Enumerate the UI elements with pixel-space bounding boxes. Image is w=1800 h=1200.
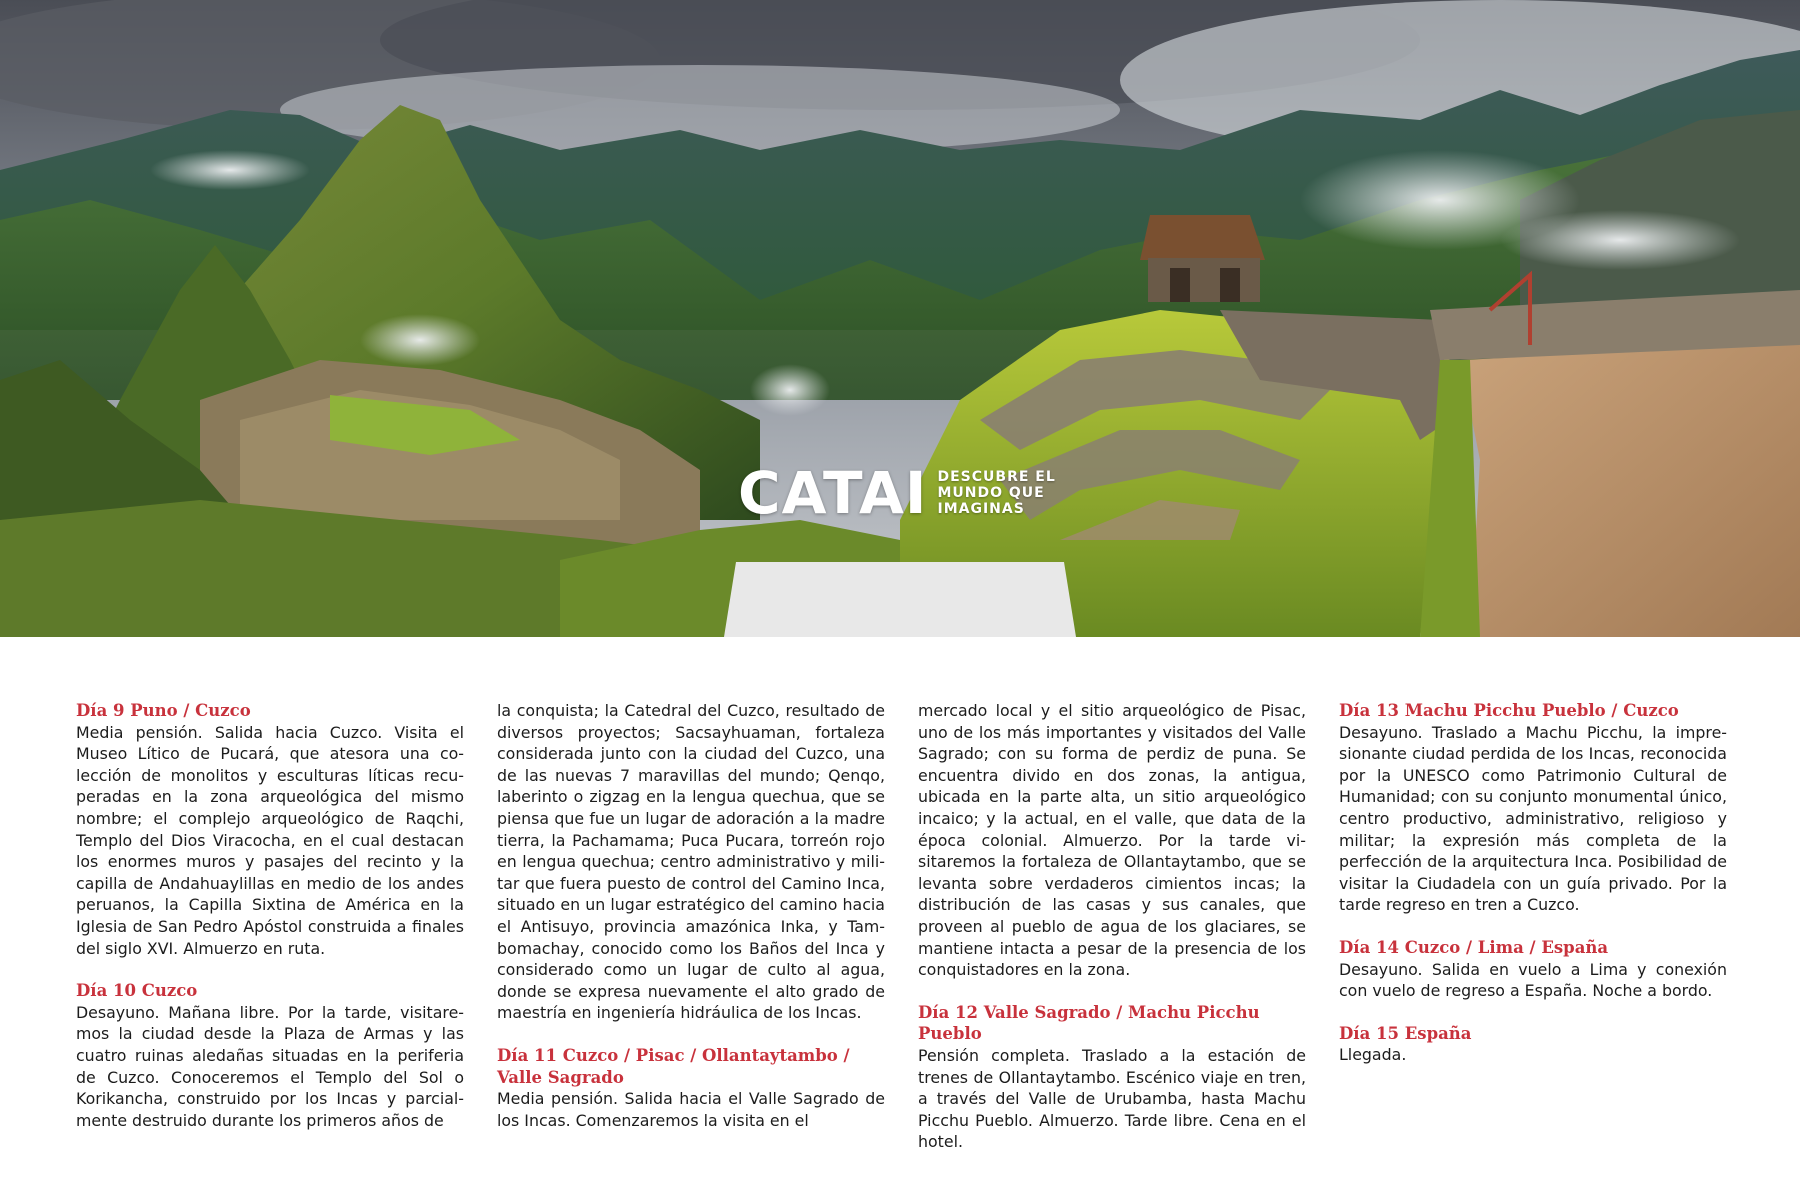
day-description: la conquista; la Catedral del Cuzco, resultado de diversos proyectos; Sacsayhuaman, fortaleza considerada junto con la ciudad del Cuzco, una de las nuevas 7 maravillas del mundo; Qenqo, laberinto o zigzag en la lengua quechua, que se piensa que fue un lugar de adoración a la madre tierra, la Pachamama; Puca Pucara, torreón rojo en lengua quechua; centro administrativo y militar que fuera puesto de control del Camino Inca, situado en un lugar estratégico del camino hacia el Antisuyo, provincia amazónica Inka, y Tambomachay, conocido como los Baños del Inca y considerado como un lugar de culto al agua, donde se expresa nuevamente el alto grado de maestría en ingeniería hidráulica de los Incas. <box>497 701 885 1023</box>
day-title: Día 13 Machu Picchu Pueblo / Cuzco <box>1339 701 1679 720</box>
day-description: Media pensión. Salida hacia el Valle Sagrado de los Incas. Comenzaremos la visita en el <box>497 1089 885 1130</box>
brand-tagline-line: DESCUBRE EL <box>937 469 1056 485</box>
itinerary-column-2 <box>497 700 885 1131</box>
day-description: Desayuno. Mañana libre. Por la tarde, visitaremos la ciudad desde la Plaza de Armas y las cuatro ruinas aledañas situadas en la periferia de Cuzco. Conoceremos el Templo del Sol o Korikancha, construido por los Incas y parcialmente destruido durante los primeros años de <box>76 1002 464 1130</box>
day-title: Día 10 Cuzco <box>76 981 198 1001</box>
day-description: Pensión completa. Traslado a la estación de trenes de Ollantaytambo. Escénico viaje en tren, a través del Valle de Urubamba, hasta Machu Picchu Pueblo. Almuerzo. Tarde libre. Cena en el hotel. <box>918 1045 1306 1152</box>
day-description: Desayuno. Salida en vuelo a Lima y conexión con vuelo de regreso a España. Noche a bordo. <box>1339 959 1727 1001</box>
catai-logo <box>738 458 1056 528</box>
itinerary-column-4 <box>1339 700 1727 1066</box>
day-description: Media pensión. Salida hacia Cuzco. Visita el Museo Lítico de Pucará, que atesora una colección de monolitos y esculturas líticas recuperadas en la zona arqueológica del mismo nombre; el complejo arqueológico de Raqchi, Templo del Dios Viracocha, en el cual destacan los enormes muros y pasajes del recinto y la capilla de Andahuaylillas en medio de los andes peruanos, la Capilla Sixtina de América en la Iglesia de San Pedro Apóstol construida a finales del siglo XVI. Almuerzo en ruta. <box>76 722 464 958</box>
brand-name: CATAI <box>738 459 928 527</box>
day-description: mercado local y el sitio arqueológico de Pisac, uno de los más importantes y visitados del Valle Sagrado; con su forma de perdiz de puna. Se encuentra divido en dos zonas, la antigua, ubicada en la parte alta, un sitio arqueológico incaico; y la actual, en el valle, que data de la época colonial. Almuerzo. Por la tarde visitaremos la fortaleza de Ollantaytambo, que se levanta sobre verdaderos cimientos incas; la distribución de las casas y sus canales, que proveen al pueblo de agua de los glaciares, se mantiene intacta a pesar de la presencia de los conquistadores en la zona. <box>918 701 1306 980</box>
brand-tagline-line: MUNDO QUE <box>937 485 1045 501</box>
day-title: Día 14 Cuzco / Lima / España <box>1339 937 1609 957</box>
brand-tagline <box>937 469 1055 517</box>
day-title: Día 12 Valle Sagrado / Machu Picchu Pueblo <box>918 1002 1260 1044</box>
day-title: Día 9 Puno / Cuzco <box>76 701 251 720</box>
brand-tagline-line: IMAGINAS <box>937 501 1025 517</box>
day-title: Día 11 Cuzco / Pisac / Ollantaytambo / Valle Sagrado <box>497 1045 850 1087</box>
itinerary-column-1 <box>76 700 464 1131</box>
day-description: Desayuno. Traslado a Machu Picchu, la impresionante ciudad perdida de los Incas, reconocida por la UNESCO como Patrimonio Cultural de Humanidad; con su conjunto monumental único, centro productivo, administrativo, religioso y militar; la expresión más completa de la perfección de la arquitectura Inca. Posibilidad de visitar la Ciudadela con un guía privado. Por la tarde regreso en tren a Cuzco. <box>1339 722 1727 915</box>
itinerary-column-3 <box>918 700 1306 1153</box>
day-title: Día 15 España <box>1339 1023 1472 1043</box>
page-tab-shape <box>724 562 1076 637</box>
day-description: Llegada. <box>1339 1045 1407 1065</box>
